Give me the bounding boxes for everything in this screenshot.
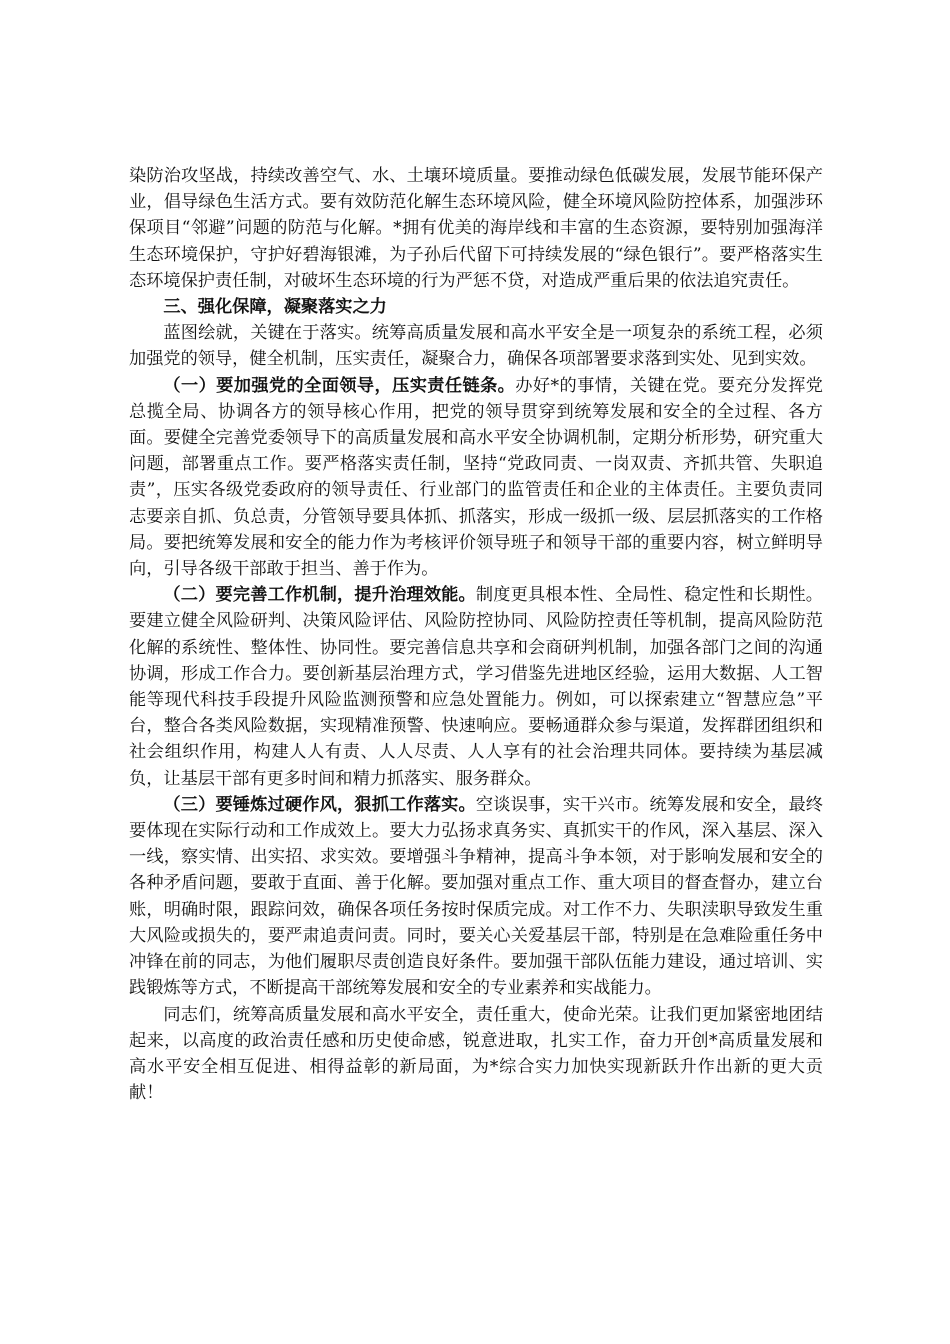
subsection-body-3: 空谈误事，实干兴市。统筹发展和安全，最终要体现在实际行动和工作成效上。要大力弘扬求真务实、真抓实干的作风，深入基层、深入一线，察实情、出实招、求实效。要增强斗争精神，提高斗争本领，对于影响发展和安全的各种矛盾问题，要敢于直面、善于化解。要加强对重点工作、重大项目的督查督办，建立台账，明确时限，跟踪问效，确保各项任务按时保质完成。对工作不力、失职渎职导致发生重大风险或损失的，要严肃追责问责。同时，要关心关爱基层干部，特别是在急难险重任务中冲锋在前的同志，为他们履职尽责创造良好条件。要加强干部队伍能力建设，通过培训、实践锻炼等方式，不断提高干部统筹发展和安全的专业素养和实战能力。	[129, 794, 823, 999]
paragraph-closing: 同志们，统筹高质量发展和高水平安全，责任重大，使命光荣。让我们更加紧密地团结起来，以高度的政治责任感和历史使命感，锐意进取，扎实工作，奋力开创*高质量发展和高水平安全相互促进、相得益彰的新局面，为*综合实力加快实现新跃升作出新的更大贡献！	[129, 1004, 823, 1104]
section-heading-3: 三、强化保障，凝聚落实之力	[163, 297, 387, 318]
document-body	[129, 163, 823, 1106]
paragraph-ecology-continuation: 染防治攻坚战，持续改善空气、水、土壤环境质量。要推动绿色低碳发展，发展节能环保产业，倡导绿色生活方式。要有效防范化解生态环境风险，健全环境风险防控体系，加强涉环保项目“邻避”问题的防范与化解。*拥有优美的海岸线和丰富的生态资源，要特别加强海洋生态环境保护，守护好碧海银滩，为子孙后代留下可持续发展的“绿色银行”。要严格落实生态环境保护责任制，对破坏生态环境的行为严惩不贷，对造成严重后果的依法追究责任。	[129, 166, 823, 291]
subsection-body-1: 办好*的事情，关键在党。要充分发挥党总揽全局、协调各方的领导核心作用，把党的领导贯穿到统筹发展和安全的全过程、各方面。要健全完善党委领导下的高质量发展和高水平安全协调机制，定期分析形势，研究重大问题，部署重点工作。要严格落实责任制，坚持“党政同责、一岗双责、齐抓共管、失职追责”，压实各级党委政府的领导责任、行业部门的监管责任和企业的主体责任。主要负责同志要亲自抓、负总责，分管领导要具体抓、抓落实，形成一级抓一级、层层抓落实的工作格局。要把统筹发展和安全的能力作为考核评价领导班子和领导干部的重要内容，树立鲜明导向，引导各级干部敢于担当、善于作为。	[129, 375, 823, 580]
subsection-title-2: （二）要完善工作机制，提升治理效能。	[163, 585, 476, 606]
paragraph-blueprint: 蓝图绘就，关键在于落实。统筹高质量发展和高水平安全是一项复杂的系统工程，必须加强党的领导，健全机制，压实责任，凝聚合力，确保各项部署要求落到实处、见到实效。	[129, 323, 823, 370]
subsection-title-3: （三）要锤炼过硬作风，狠抓工作落实。	[163, 794, 476, 815]
subsection-body-2: 制度更具根本性、全局性、稳定性和长期性。要建立健全风险研判、决策风险评估、风险防控协同、风险防控责任等机制，提高风险防范化解的系统性、整体性、协同性。要完善信息共享和会商研判机制，加强各部门之间的沟通协调，形成工作合力。要创新基层治理方式，学习借鉴先进地区经验，运用大数据、人工智能等现代科技手段提升风险监测预警和应急处置能力。例如，可以探索建立“智慧应急”平台，整合各类风险数据，实现精准预警、快速响应。要畅通群众参与渠道，发挥群团组织和社会组织作用，构建人人有责、人人尽责、人人享有的社会治理共同体。要持续为基层减负，让基层干部有更多时间和精力抓落实、服务群众。	[129, 585, 823, 789]
paragraph-work-mechanism	[129, 582, 823, 792]
paragraph-work-style	[129, 792, 823, 1002]
paragraph-party-leadership	[129, 373, 823, 583]
subsection-title-1: （一）要加强党的全面领导，压实责任链条。	[163, 375, 516, 396]
